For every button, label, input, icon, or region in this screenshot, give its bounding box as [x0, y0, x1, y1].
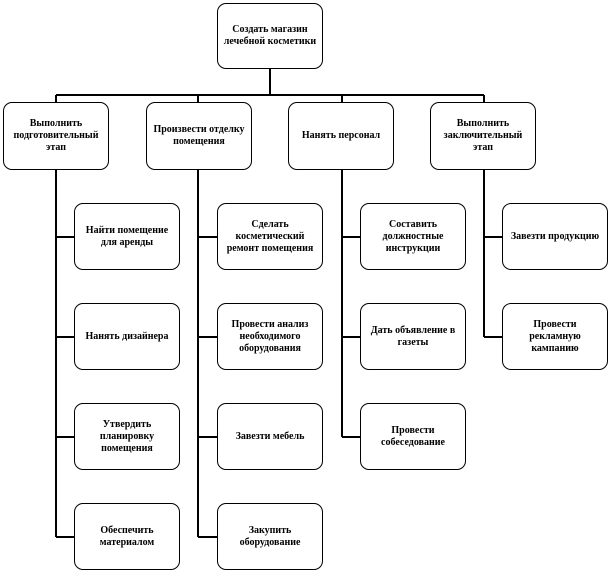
phase-node-4	[430, 102, 536, 170]
task-node-label: Нанять дизайнера	[85, 330, 169, 342]
phase-node-label: Выполнить заключительный этап	[443, 118, 523, 153]
task-node	[217, 203, 323, 270]
task-node-label: Завезти мебель	[235, 430, 305, 442]
task-node	[217, 503, 323, 570]
task-node	[74, 403, 180, 470]
task-node	[217, 403, 323, 470]
task-node	[217, 303, 323, 370]
task-node-label: Закупить оборудование	[239, 524, 301, 548]
phase-node-2	[146, 102, 252, 170]
root-node-label: Создать магазин лечебной косметики	[223, 24, 317, 47]
task-node	[74, 203, 180, 270]
task-node-label: Утвердить планировку помещения	[99, 418, 155, 454]
task-node	[74, 503, 180, 570]
task-node-label: Сделать косметический ремонт помещения	[226, 218, 314, 254]
task-node-label: Провести анализ необходимого оборудования	[231, 318, 309, 354]
phase-node-label: Выполнить подготовительный этап	[13, 118, 99, 153]
phase-node-3	[288, 102, 394, 170]
task-node-label: Завезти продукцию	[510, 230, 600, 242]
task-node-label: Найти помещение для аренды	[85, 224, 169, 248]
root-node	[217, 3, 323, 69]
task-node	[360, 303, 466, 370]
task-node	[360, 403, 466, 470]
task-node-label: Провести собеседование	[381, 424, 445, 448]
task-node	[74, 303, 180, 370]
phase-node-label: Нанять персонал	[301, 130, 381, 141]
task-node-label: Провести рекламную кампанию	[529, 318, 581, 354]
phase-node-label: Произвести отделку помещения	[153, 124, 245, 147]
task-node	[360, 203, 466, 270]
task-node-label: Дать объявление в газеты	[370, 324, 456, 348]
task-node	[502, 203, 608, 270]
phase-node-1	[3, 102, 109, 170]
task-node-label: Обеспечить материалом	[99, 524, 155, 548]
task-node	[502, 303, 608, 370]
task-node-label: Составить должностные инструкции	[382, 218, 444, 254]
